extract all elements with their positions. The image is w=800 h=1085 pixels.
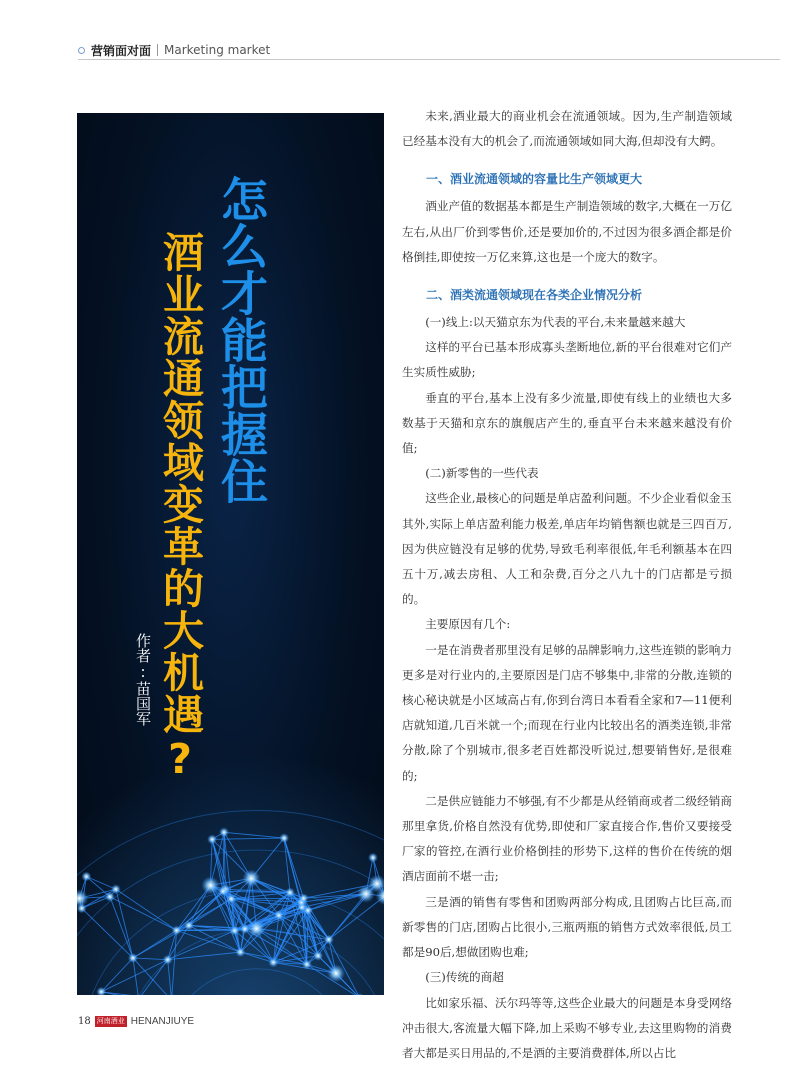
globe-network-node bbox=[163, 955, 173, 965]
globe-network-node bbox=[207, 834, 217, 844]
hero-banner bbox=[77, 113, 384, 995]
circle-bullet-icon bbox=[78, 47, 85, 54]
page-footer bbox=[78, 1016, 194, 1027]
globe-network-node bbox=[105, 892, 115, 902]
globe-network-node bbox=[302, 959, 312, 969]
globe-network-node bbox=[128, 953, 138, 963]
globe-network-node bbox=[242, 869, 260, 887]
section-heading-1: 一、酒业流通领域的容量比生产领域更大 bbox=[426, 172, 643, 187]
magazine-logo: 河南酒业 bbox=[96, 1017, 125, 1025]
globe-network-node bbox=[235, 947, 245, 957]
globe-network-node bbox=[81, 871, 91, 881]
subheading: (三)传统的商超 bbox=[425, 970, 504, 985]
globe-network-node bbox=[285, 887, 295, 897]
subheading: (一)线上:以天猫京东为代表的平台,未来量越来越大 bbox=[425, 315, 686, 330]
page-number: 18 bbox=[78, 1016, 91, 1027]
globe-network-node bbox=[274, 910, 284, 920]
header-rule bbox=[78, 59, 780, 60]
article-body bbox=[402, 104, 732, 1066]
section-title: 营销面对面 bbox=[91, 43, 152, 58]
globe-network-node bbox=[201, 876, 219, 894]
globe-network-node bbox=[327, 964, 345, 982]
globe-network-node bbox=[324, 935, 334, 945]
globe-network-node bbox=[279, 833, 289, 843]
paragraph: 这些企业,最核心的问题是单店盈利问题。不少企业看似金玉其外,实际上单店盈利能力极差,单店年均销售额也就是三四百万,因为供应链没有足够的优势,导致毛利率很低,年毛利额基本在四五十万,减去房租、人工和杂费,百分之八九十的门店都是亏损的。 bbox=[402, 491, 732, 607]
globe-network-node bbox=[268, 957, 278, 967]
paragraph: 二是供应链能力不够强,有不少都是从经销商或者二级经销商那里拿货,价格自然没有优势,即使和厂家直接合作,售价又要接受厂家的管控,在酒行业价格倒挂的形势下,这样的售价在传统的烟酒店面前不堪一击; bbox=[402, 793, 732, 884]
globe-network-node bbox=[240, 924, 250, 934]
globe-network-node bbox=[172, 925, 182, 935]
globe-network-node bbox=[77, 903, 87, 913]
section-heading-2: 二、酒类流通领域现在各类企业情况分析 bbox=[426, 288, 643, 303]
globe-network-node bbox=[230, 926, 240, 936]
globe-network-node bbox=[368, 853, 378, 863]
globe-network-node bbox=[313, 951, 323, 961]
globe-network-node bbox=[303, 905, 313, 915]
globe-network-node bbox=[218, 886, 228, 896]
paragraph: 这样的平台已基本形成寡头垄断地位,新的平台很难对它们产生实质性威胁; bbox=[402, 340, 732, 380]
section-header bbox=[78, 42, 270, 58]
globe-network-node bbox=[219, 827, 229, 837]
headline-primary: 怎么才能把握住 bbox=[213, 175, 268, 504]
author-byline: 作者:苗国军 bbox=[134, 633, 152, 726]
magazine-name-en: HENANJIUYE bbox=[130, 1016, 195, 1027]
subheading: (二)新零售的一些代表 bbox=[425, 466, 539, 481]
paragraph: 三是酒的销售有零售和团购两部分构成,且团购占比巨高,而新零售的门店,团购占比很小,三瓶两瓶的销售方式效率很低,员工都是90后,想做团购也难; bbox=[402, 894, 732, 960]
globe-network-node bbox=[247, 920, 265, 938]
paragraph: 主要原因有几个: bbox=[425, 617, 511, 632]
headline-secondary: 酒业流通领域变革的大机遇? bbox=[156, 231, 204, 784]
globe-network-link bbox=[231, 898, 303, 899]
paragraph: 酒业产值的数据基本都是生产制造领域的数字,大概在一万亿左右,从出厂价到零售价,还是要加价的,不过因为很多酒企都是价格倒挂,即使按一万亿来算,这也是一个庞大的数字。 bbox=[402, 199, 732, 264]
paragraph: 垂直的平台,基本上没有多少流量,即使有线上的业绩也大多数基于天猫和京东的旗舰店产生的,垂直平台未来越来越没有价值; bbox=[402, 390, 732, 456]
section-title-en: Marketing market bbox=[164, 43, 271, 57]
globe-network-node bbox=[226, 894, 236, 904]
globe-network-node bbox=[184, 920, 194, 930]
paragraph: 一是在消费者那里没有足够的品牌影响力,这些连锁的影响力更多是对行业内的,主要原因是门店不够集中,非常的分散,连锁的核心秘诀就是小区域高占有,你到台湾日本看看全家和7—11便利店就知道,几百米就一个;而现在行业内比较出名的酒类连锁,非常分散,除了个别城市,很多老百姓都没听说过,想要销售好,是很难的; bbox=[402, 642, 732, 783]
intro-paragraph: 未来,酒业最大的商业机会在流通领域。因为,生产制造领域已经基本没有大的机会了,而流通领域如同大海,但却没有大鳄。 bbox=[402, 109, 732, 149]
header-divider bbox=[157, 44, 158, 56]
paragraph: 比如家乐福、沃尔玛等等,这些企业最大的问题是本身受网络冲击很大,客流量大幅下降,加上采购不够专业,去这里购物的消费者大都是买日用品的,不是酒的主要消费群体,所以占比 bbox=[402, 995, 732, 1060]
globe-network-node bbox=[299, 893, 309, 903]
